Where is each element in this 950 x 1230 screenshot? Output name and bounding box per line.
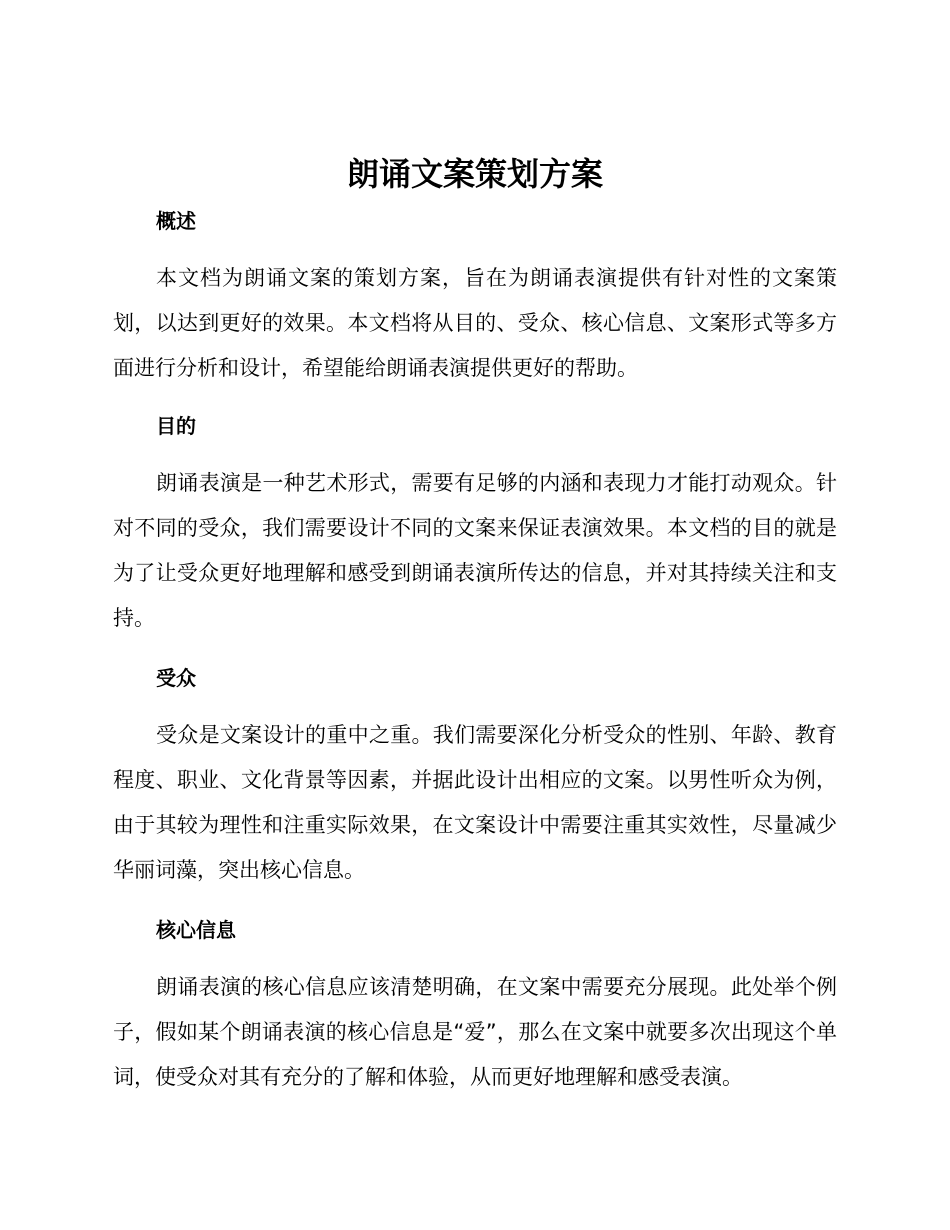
section-core-message: [113, 915, 837, 1100]
section-heading-audience: 受众: [156, 666, 196, 690]
section-purpose: [113, 411, 837, 641]
section-body-audience: 受众是文案设计的重中之重。我们需要深化分析受众的性别、年龄、教育程度、职业、文化背景等因素，并据此设计出相应的文案。以男性听众为例，由于其较为理性和注重实际效果，在文案设计中需要注重其实效性，尽量减少华丽词藻，突出核心信息。: [113, 723, 837, 882]
section-body-purpose: 朗诵表演是一种艺术形式，需要有足够的内涵和表现力才能打动观众。针对不同的受众，我们需要设计不同的文案来保证表演效果。本文档的目的就是为了让受众更好地理解和感受到朗诵表演所传达的信息，并对其持续关注和支持。: [113, 471, 837, 630]
document-title: 朗诵文案策划方案: [346, 155, 603, 193]
section-audience: [113, 663, 837, 893]
section-heading-purpose: 目的: [156, 414, 196, 438]
section-body-core-message: 朗诵表演的核心信息应该清楚明确，在文案中需要充分展现。此处举个例子，假如某个朗诵表演的核心信息是“爱”，那么在文案中就要多次出现这个单词，使受众对其有充分的了解和体验，从而更好地理解和感受表演。: [113, 975, 837, 1089]
section-heading-overview: 概述: [156, 209, 196, 233]
section-heading-core-message: 核心信息: [156, 918, 236, 942]
section-overview: [113, 206, 837, 391]
section-body-overview: 本文档为朗诵文案的策划方案，旨在为朗诵表演提供有针对性的文案策划，以达到更好的效果。本文档将从目的、受众、核心信息、文案形式等多方面进行分析和设计，希望能给朗诵表演提供更好的帮助。: [113, 266, 837, 380]
